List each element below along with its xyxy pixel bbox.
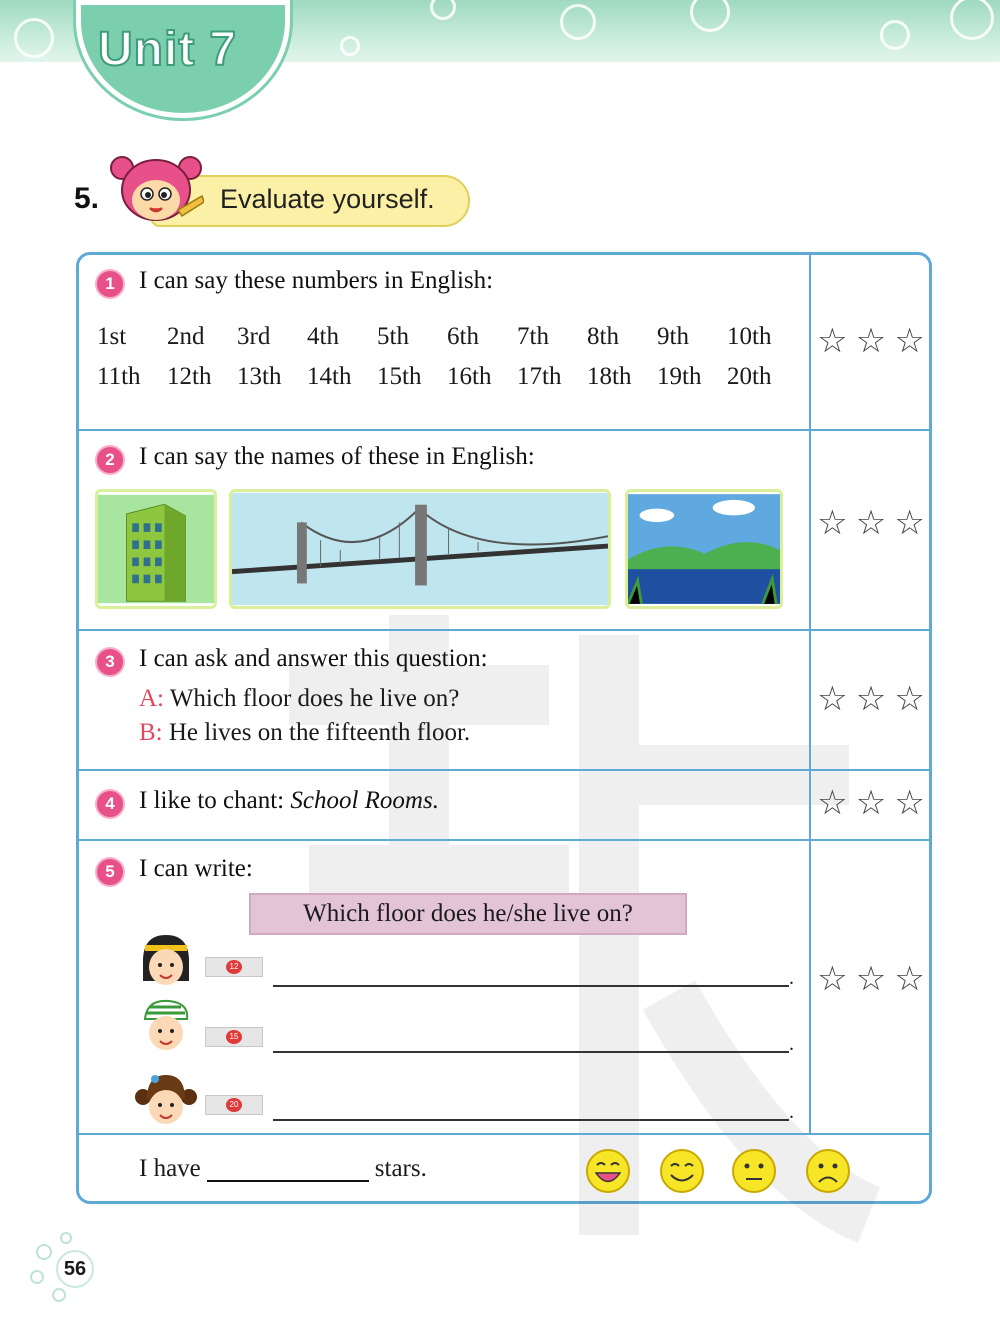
star-icon[interactable]: ☆ bbox=[855, 503, 887, 543]
star-icon[interactable]: ☆ bbox=[817, 959, 848, 999]
girl-avatar bbox=[135, 931, 197, 993]
ordinal: 14th bbox=[307, 363, 352, 390]
ordinal: 8th bbox=[587, 323, 619, 350]
star-total: I have stars. bbox=[139, 1155, 427, 1182]
chant-title: School Rooms. bbox=[290, 787, 439, 814]
item-statement: I can say the names of these in English: bbox=[139, 443, 535, 470]
floor-number: 12 bbox=[226, 960, 242, 974]
item-number-badge: 1 bbox=[95, 269, 125, 299]
item-statement: I can write: bbox=[139, 855, 253, 882]
ordinal: 17th bbox=[517, 363, 562, 390]
ordinal: 11th bbox=[97, 363, 141, 390]
row-divider bbox=[79, 839, 929, 841]
answer-period: . bbox=[789, 967, 794, 989]
item-number-badge: 2 bbox=[95, 445, 125, 475]
neutral-face-icon[interactable] bbox=[731, 1148, 777, 1194]
floor-tag bbox=[205, 957, 263, 977]
girl-pigtails-avatar bbox=[135, 1069, 197, 1131]
answer-period: . bbox=[789, 1033, 794, 1055]
decor-bubble bbox=[880, 20, 910, 50]
speaker-label: A: bbox=[139, 685, 164, 712]
dialogue-line-b bbox=[139, 719, 470, 747]
mascot-icon bbox=[108, 152, 204, 232]
dialogue-line-a bbox=[139, 685, 459, 713]
smiling-face-icon[interactable] bbox=[659, 1148, 705, 1194]
floor-tag bbox=[205, 1027, 263, 1047]
ordinal: 5th bbox=[377, 323, 409, 350]
star-icon[interactable]: ☆ bbox=[894, 959, 925, 999]
page-number: 56 bbox=[56, 1250, 94, 1288]
ordinal: 12th bbox=[167, 363, 212, 390]
row-divider bbox=[79, 769, 929, 771]
ordinals-grid bbox=[97, 323, 797, 391]
ordinal: 10th bbox=[727, 323, 772, 350]
ordinal: 13th bbox=[237, 363, 282, 390]
star-icon[interactable]: ☆ bbox=[817, 783, 848, 823]
star-icon[interactable]: ☆ bbox=[855, 321, 887, 361]
evaluation-table bbox=[76, 252, 932, 1204]
writing-prompt: Which floor does he/she live on? bbox=[249, 893, 687, 935]
answer-line[interactable] bbox=[273, 985, 789, 987]
decor-bubble bbox=[52, 1288, 66, 1302]
section-title: Evaluate yourself. bbox=[220, 184, 435, 214]
decor-bubble bbox=[30, 1270, 44, 1284]
ordinal: 4th bbox=[307, 323, 339, 350]
stars-column-divider bbox=[809, 255, 811, 1133]
ordinal: 19th bbox=[657, 363, 702, 390]
ordinal: 2nd bbox=[167, 323, 205, 350]
speaker-label: B: bbox=[139, 719, 163, 746]
lake-image bbox=[625, 489, 783, 609]
building-image bbox=[95, 489, 217, 609]
section-number: 5. bbox=[74, 182, 100, 215]
star-icon[interactable]: ☆ bbox=[894, 783, 925, 823]
floor-number: 20 bbox=[226, 1098, 242, 1112]
decor-bubble bbox=[690, 0, 730, 32]
item-number-badge: 5 bbox=[95, 857, 125, 887]
row-divider bbox=[79, 629, 929, 631]
star-icon[interactable]: ☆ bbox=[855, 783, 887, 823]
item-statement: I like to chant: School Rooms. bbox=[139, 787, 439, 814]
answer-line[interactable] bbox=[273, 1119, 789, 1121]
sad-face-icon[interactable] bbox=[805, 1148, 851, 1194]
floor-tag bbox=[205, 1095, 263, 1115]
star-icon[interactable]: ☆ bbox=[855, 959, 887, 999]
star-icon[interactable]: ☆ bbox=[817, 503, 848, 543]
ordinal: 18th bbox=[587, 363, 632, 390]
star-rating[interactable] bbox=[813, 959, 929, 999]
ordinal: 9th bbox=[657, 323, 689, 350]
answer-line[interactable] bbox=[273, 1051, 789, 1053]
star-icon[interactable]: ☆ bbox=[855, 679, 887, 719]
star-icon[interactable]: ☆ bbox=[894, 503, 925, 543]
floor-number: 15 bbox=[226, 1030, 242, 1044]
decor-bubble bbox=[36, 1244, 52, 1260]
star-rating[interactable] bbox=[813, 503, 929, 543]
row-divider bbox=[79, 1133, 929, 1135]
decor-bubble bbox=[60, 1232, 72, 1244]
item-number-badge: 3 bbox=[95, 647, 125, 677]
star-total-blank[interactable] bbox=[207, 1180, 369, 1182]
decor-bubble bbox=[340, 36, 360, 56]
ordinal: 20th bbox=[727, 363, 772, 390]
item-statement: I can say these numbers in English: bbox=[139, 267, 494, 294]
decor-bubble bbox=[14, 18, 54, 58]
star-rating[interactable] bbox=[813, 679, 929, 719]
dialogue-text: Which floor does he live on? bbox=[169, 685, 460, 712]
star-rating[interactable] bbox=[813, 783, 929, 823]
ordinal: 16th bbox=[447, 363, 492, 390]
boy-avatar bbox=[135, 995, 197, 1057]
row-divider bbox=[79, 429, 929, 431]
dialogue-text: He lives on the fifteenth floor. bbox=[168, 719, 471, 746]
star-icon[interactable]: ☆ bbox=[817, 679, 848, 719]
ordinal: 7th bbox=[517, 323, 549, 350]
ordinal: 1st bbox=[97, 323, 127, 350]
ordinal: 15th bbox=[377, 363, 422, 390]
star-icon[interactable]: ☆ bbox=[894, 321, 925, 361]
ordinal: 3rd bbox=[237, 323, 271, 350]
star-icon[interactable]: ☆ bbox=[894, 679, 925, 719]
star-icon[interactable]: ☆ bbox=[817, 321, 848, 361]
item-number-badge: 4 bbox=[95, 789, 125, 819]
star-rating[interactable] bbox=[813, 321, 929, 361]
unit-title: Unit 7 bbox=[98, 23, 238, 76]
laughing-face-icon[interactable] bbox=[585, 1148, 631, 1194]
decor-bubble bbox=[430, 0, 456, 20]
item-statement: I can ask and answer this question: bbox=[139, 645, 488, 672]
decor-bubble bbox=[560, 4, 596, 40]
decor-bubble bbox=[950, 0, 994, 40]
ordinal: 6th bbox=[447, 323, 479, 350]
answer-period: . bbox=[789, 1101, 794, 1123]
bridge-image bbox=[229, 489, 611, 609]
